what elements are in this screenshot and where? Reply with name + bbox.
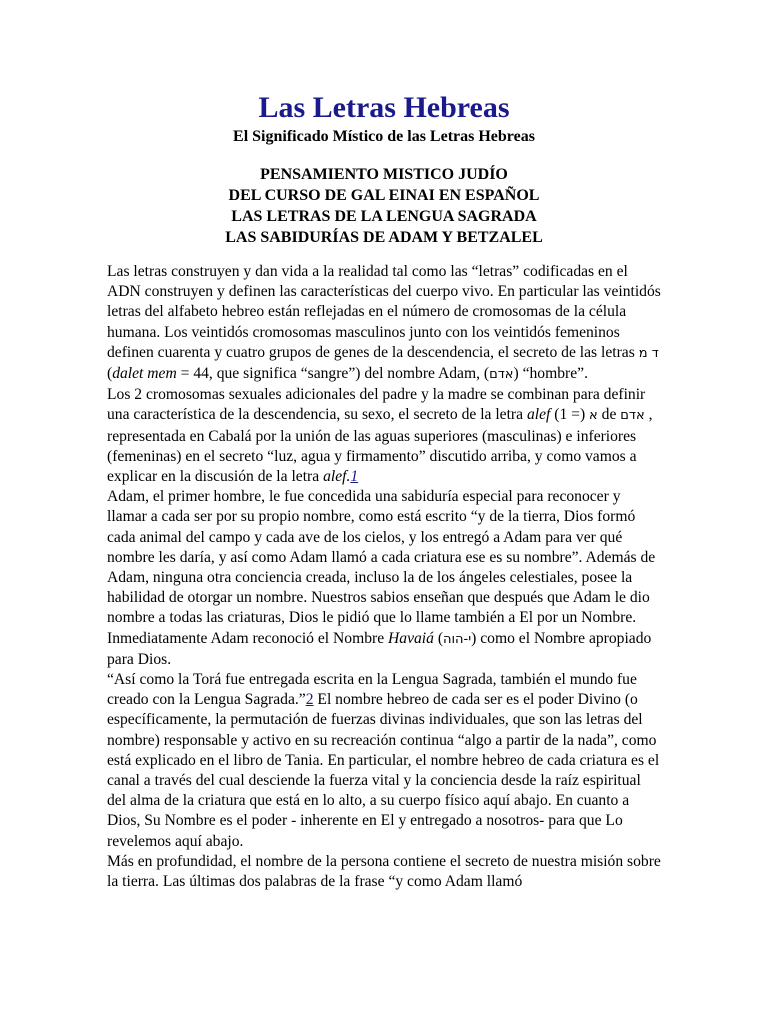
italic-text: Havaiá: [388, 629, 434, 647]
paragraph: [107, 487, 662, 670]
text-run: (= 1) de: [554, 406, 621, 424]
hebrew-text: א: [589, 408, 598, 424]
hebrew-text: ד מ: [638, 345, 659, 361]
paragraph: [107, 670, 662, 852]
hebrew-text: אדם: [620, 408, 645, 424]
footnote-link[interactable]: 1: [350, 468, 359, 486]
hebrew-text: י-הוה: [443, 631, 472, 647]
text-run: (: [433, 629, 444, 647]
text-run: El nombre hebreo de cada ser es el poder Divino (o específicamente, la permutación de fuerzas divinas individuales, que son las letras del nombre) responsable y activo en su recreación continua “algo a partir de la nada”, como está explicado en el libro de Tania. En particular, el nombre hebreo de cada criatura es el canal a través del cual desciende la fuerza vital y la conciencia desde la raíz espiritual del alma de la criatura que está en lo alto, a su cuerpo físico aquí abajo. En cuanto a Dios, Su Nombre es el poder - inherente en El y entregado a nosotros- para que Lo revelemos aquí abajo.: [107, 691, 660, 850]
text-run: (: [107, 365, 113, 383]
heading-line: LAS SABIDURÍAS DE ADAM Y BETZALEL: [225, 229, 543, 246]
footnote-link[interactable]: 2: [305, 691, 314, 709]
page-title: Las Letras Hebreas: [258, 91, 510, 124]
paragraph: [107, 385, 662, 487]
text-run: Adam, el primer hombre, le fue concedida una sabiduría especial para reconocer y llamar a cada ser por su propio nombre, como está escrito “y de la tierra, Dios formó cada animal del campo y cada ave de los cielos, y los entregó a Adam para ver qué nombre les daría, y así como Adam llamó a cada criatura ese es su nombre”. Además de Adam, ninguna otra conciencia creada, incluso la de los ángeles celestiales, posee la habilidad de otorgar un nombre. Nuestros sabios enseñan que después que Adam le dio nombre a todas las criaturas, Dios le pidió que lo llame también a El por un Nombre. Inmediatamente Adam reconoció el Nombre: [107, 488, 656, 647]
paragraph: [107, 262, 662, 385]
italic-text: alef.: [323, 468, 351, 486]
page-subtitle: El Significado Místico de las Letras Hebreas: [233, 128, 535, 145]
section-headings: [0, 164, 768, 248]
heading-line: PENSAMIENTO MISTICO JUDÍO: [260, 166, 508, 183]
italic-text: dalet mem: [112, 365, 177, 383]
text-run: ) “hombre”.: [513, 365, 588, 383]
text-run: ) como el Nombre apropiado para Dios.: [107, 629, 652, 668]
text-run: “Así como la Torá fue entregada escrita en la Lengua Sagrada, también el mundo fue creado con la Lengua Sagrada.”: [107, 671, 637, 709]
body-text: [107, 262, 662, 892]
text-run: = 44, que significa “sangre”) del nombre Adam, (: [176, 365, 490, 383]
paragraph: [107, 852, 662, 892]
text-run: , representada en Cabalá por la unión de las aguas superiores (masculinas) e inferiores (femeninas) en el secreto “luz, agua y firmamento” discutido arriba, y como vamos a explicar en la discusión de la letra: [107, 406, 653, 486]
text-run: Más en profundidad, el nombre de la persona contiene el secreto de nuestra misión sobre la tierra. Las últimas dos palabras de la frase “y como Adam llamó: [107, 852, 661, 891]
text-run: Las letras construyen y dan vida a la realidad tal como las “letras” codificadas en el ADN construyen y definen las características del cuerpo vivo. En particular las veintidós letras del alfabeto hebreo están reflejadas en el número de cromosomas de la célula humana. Los veintidós cromosomas masculinos junto con los veintidós femeninos definen cuarenta y cuatro grupos de genes de la descendencia, el secreto de las letras: [107, 263, 661, 361]
italic-text: alef: [526, 406, 555, 424]
hebrew-text: אדם: [489, 367, 514, 383]
heading-line: LAS LETRAS DE LA LENGUA SAGRADA: [231, 208, 537, 225]
text-run: Los 2 cromosomas sexuales adicionales del padre y la madre se combinan para definir una característica de la descendencia, su sexo, el secreto de la letra: [107, 386, 646, 424]
heading-line: DEL CURSO DE GAL EINAI EN ESPAÑOL: [228, 187, 540, 204]
